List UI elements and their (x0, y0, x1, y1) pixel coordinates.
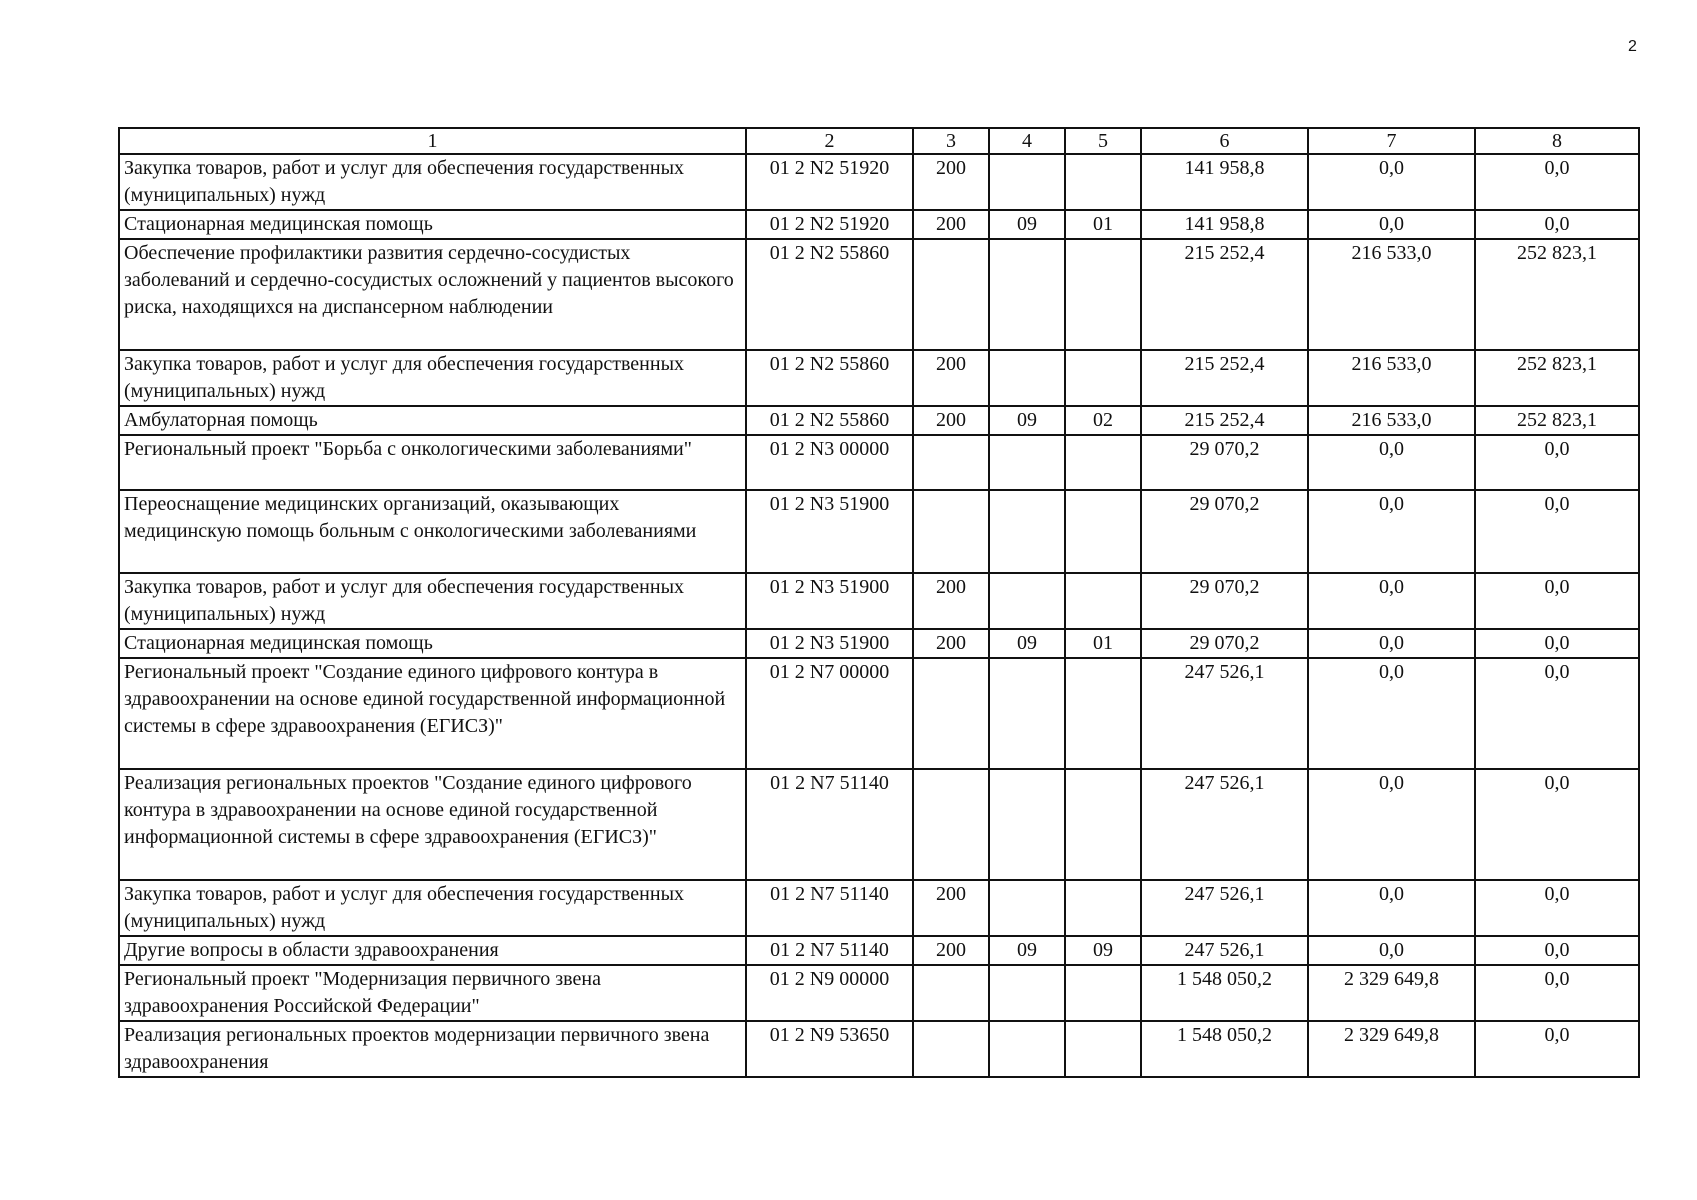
row-value-6: 141 958,8 (1141, 154, 1308, 210)
row-pr (1065, 154, 1141, 210)
row-value-6: 247 526,1 (1141, 658, 1308, 769)
row-value-6: 247 526,1 (1141, 936, 1308, 965)
row-code: 01 2 N7 51140 (746, 936, 913, 965)
header-cell: 3 (913, 128, 989, 154)
table-header-row (119, 128, 1639, 154)
row-value-6: 29 070,2 (1141, 573, 1308, 629)
row-rz (989, 880, 1065, 936)
row-code: 01 2 N3 51900 (746, 573, 913, 629)
row-value-8: 0,0 (1475, 210, 1639, 239)
row-name: Стационарная медицинская помощь (119, 210, 746, 239)
row-value-8: 0,0 (1475, 435, 1639, 490)
row-pr (1065, 573, 1141, 629)
row-code: 01 2 N3 00000 (746, 435, 913, 490)
row-vr (913, 490, 989, 573)
row-rz (989, 239, 1065, 350)
row-pr (1065, 769, 1141, 880)
row-code: 01 2 N2 55860 (746, 406, 913, 435)
table-row (119, 154, 1639, 210)
row-value-8: 252 823,1 (1475, 350, 1639, 406)
row-code: 01 2 N2 51920 (746, 210, 913, 239)
row-rz (989, 769, 1065, 880)
row-code: 01 2 N7 51140 (746, 880, 913, 936)
row-vr (913, 769, 989, 880)
row-value-8: 0,0 (1475, 629, 1639, 658)
table-row (119, 573, 1639, 629)
header-cell: 2 (746, 128, 913, 154)
row-vr: 200 (913, 350, 989, 406)
row-vr: 200 (913, 880, 989, 936)
row-name: Обеспечение профилактики развития сердечно-сосудистых заболеваний и сердечно-сосудистых осложнений у пациентов высокого риска, находящихся на диспансерном наблюдении (119, 239, 746, 350)
row-name: Закупка товаров, работ и услуг для обеспечения государственных (муниципальных) нужд (119, 154, 746, 210)
row-value-8: 0,0 (1475, 490, 1639, 573)
row-rz: 09 (989, 210, 1065, 239)
row-rz: 09 (989, 936, 1065, 965)
row-pr (1065, 490, 1141, 573)
row-pr (1065, 965, 1141, 1021)
row-value-8: 0,0 (1475, 769, 1639, 880)
row-value-6: 215 252,4 (1141, 406, 1308, 435)
row-vr: 200 (913, 629, 989, 658)
row-value-7: 2 329 649,8 (1308, 1021, 1475, 1077)
row-value-7: 0,0 (1308, 936, 1475, 965)
row-value-7: 0,0 (1308, 880, 1475, 936)
row-value-7: 0,0 (1308, 658, 1475, 769)
row-name: Реализация региональных проектов модернизации первичного звена здравоохранения (119, 1021, 746, 1077)
page-number: 2 (1628, 38, 1637, 55)
row-value-6: 1 548 050,2 (1141, 965, 1308, 1021)
row-value-6: 215 252,4 (1141, 239, 1308, 350)
row-code: 01 2 N2 55860 (746, 350, 913, 406)
row-rz: 09 (989, 629, 1065, 658)
table-row (119, 1021, 1639, 1077)
row-vr (913, 239, 989, 350)
budget-table (118, 127, 1640, 1078)
row-value-8: 0,0 (1475, 154, 1639, 210)
row-value-6: 247 526,1 (1141, 769, 1308, 880)
row-code: 01 2 N2 55860 (746, 239, 913, 350)
row-value-6: 141 958,8 (1141, 210, 1308, 239)
row-value-8: 0,0 (1475, 880, 1639, 936)
row-code: 01 2 N2 51920 (746, 154, 913, 210)
row-vr: 200 (913, 573, 989, 629)
row-rz (989, 573, 1065, 629)
row-pr (1065, 350, 1141, 406)
row-code: 01 2 N3 51900 (746, 490, 913, 573)
row-vr (913, 965, 989, 1021)
header-cell: 5 (1065, 128, 1141, 154)
table-row (119, 658, 1639, 769)
header-cell: 7 (1308, 128, 1475, 154)
row-pr (1065, 880, 1141, 936)
row-value-6: 247 526,1 (1141, 880, 1308, 936)
table-row (119, 210, 1639, 239)
table-row (119, 490, 1639, 573)
row-value-7: 216 533,0 (1308, 406, 1475, 435)
row-name: Региональный проект "Модернизация первичного звена здравоохранения Российской Федерации" (119, 965, 746, 1021)
row-value-7: 216 533,0 (1308, 350, 1475, 406)
row-name: Реализация региональных проектов "Создание единого цифрового контура в здравоохранении на основе единой государственной информационной системы в сфере здравоохранения (ЕГИСЗ)" (119, 769, 746, 880)
row-name: Переоснащение медицинских организаций, оказывающих медицинскую помощь больным с онкологическими заболеваниями (119, 490, 746, 573)
row-vr (913, 435, 989, 490)
table-row (119, 965, 1639, 1021)
row-name: Стационарная медицинская помощь (119, 629, 746, 658)
row-value-6: 1 548 050,2 (1141, 1021, 1308, 1077)
row-name: Другие вопросы в области здравоохранения (119, 936, 746, 965)
row-value-7: 0,0 (1308, 154, 1475, 210)
table-row (119, 769, 1639, 880)
row-pr: 09 (1065, 936, 1141, 965)
row-vr: 200 (913, 210, 989, 239)
row-pr (1065, 658, 1141, 769)
row-value-8: 252 823,1 (1475, 239, 1639, 350)
row-value-7: 0,0 (1308, 210, 1475, 239)
row-value-6: 215 252,4 (1141, 350, 1308, 406)
row-value-8: 0,0 (1475, 573, 1639, 629)
row-value-8: 252 823,1 (1475, 406, 1639, 435)
header-cell: 8 (1475, 128, 1639, 154)
row-vr (913, 1021, 989, 1077)
row-value-7: 0,0 (1308, 490, 1475, 573)
row-rz: 09 (989, 406, 1065, 435)
table-row (119, 239, 1639, 350)
row-rz (989, 350, 1065, 406)
header-cell: 4 (989, 128, 1065, 154)
row-vr (913, 658, 989, 769)
row-value-6: 29 070,2 (1141, 490, 1308, 573)
row-code: 01 2 N9 53650 (746, 1021, 913, 1077)
row-pr: 01 (1065, 210, 1141, 239)
row-vr: 200 (913, 406, 989, 435)
row-pr: 01 (1065, 629, 1141, 658)
row-value-7: 0,0 (1308, 769, 1475, 880)
row-value-7: 0,0 (1308, 573, 1475, 629)
row-name: Закупка товаров, работ и услуг для обеспечения государственных (муниципальных) нужд (119, 573, 746, 629)
header-cell: 6 (1141, 128, 1308, 154)
row-rz (989, 658, 1065, 769)
row-rz (989, 490, 1065, 573)
row-rz (989, 435, 1065, 490)
table-row (119, 936, 1639, 965)
row-code: 01 2 N7 00000 (746, 658, 913, 769)
row-value-8: 0,0 (1475, 965, 1639, 1021)
row-rz (989, 1021, 1065, 1077)
row-value-7: 216 533,0 (1308, 239, 1475, 350)
row-code: 01 2 N3 51900 (746, 629, 913, 658)
row-name: Региональный проект "Создание единого цифрового контура в здравоохранении на основе единой государственной информационной системы в сфере здравоохранения (ЕГИСЗ)" (119, 658, 746, 769)
row-value-6: 29 070,2 (1141, 435, 1308, 490)
row-name: Амбулаторная помощь (119, 406, 746, 435)
row-value-8: 0,0 (1475, 658, 1639, 769)
row-value-7: 2 329 649,8 (1308, 965, 1475, 1021)
row-value-8: 0,0 (1475, 936, 1639, 965)
row-pr (1065, 239, 1141, 350)
row-vr: 200 (913, 936, 989, 965)
table-row (119, 435, 1639, 490)
row-code: 01 2 N7 51140 (746, 769, 913, 880)
row-value-8: 0,0 (1475, 1021, 1639, 1077)
row-pr: 02 (1065, 406, 1141, 435)
row-pr (1065, 435, 1141, 490)
row-name: Закупка товаров, работ и услуг для обеспечения государственных (муниципальных) нужд (119, 880, 746, 936)
row-code: 01 2 N9 00000 (746, 965, 913, 1021)
row-name: Закупка товаров, работ и услуг для обеспечения государственных (муниципальных) нужд (119, 350, 746, 406)
header-cell: 1 (119, 128, 746, 154)
row-rz (989, 154, 1065, 210)
table-row (119, 629, 1639, 658)
row-name: Региональный проект "Борьба с онкологическими заболеваниями" (119, 435, 746, 490)
row-value-6: 29 070,2 (1141, 629, 1308, 658)
row-pr (1065, 1021, 1141, 1077)
table-row (119, 406, 1639, 435)
row-value-7: 0,0 (1308, 435, 1475, 490)
row-rz (989, 965, 1065, 1021)
table-row (119, 350, 1639, 406)
row-vr: 200 (913, 154, 989, 210)
table-row (119, 880, 1639, 936)
row-value-7: 0,0 (1308, 629, 1475, 658)
